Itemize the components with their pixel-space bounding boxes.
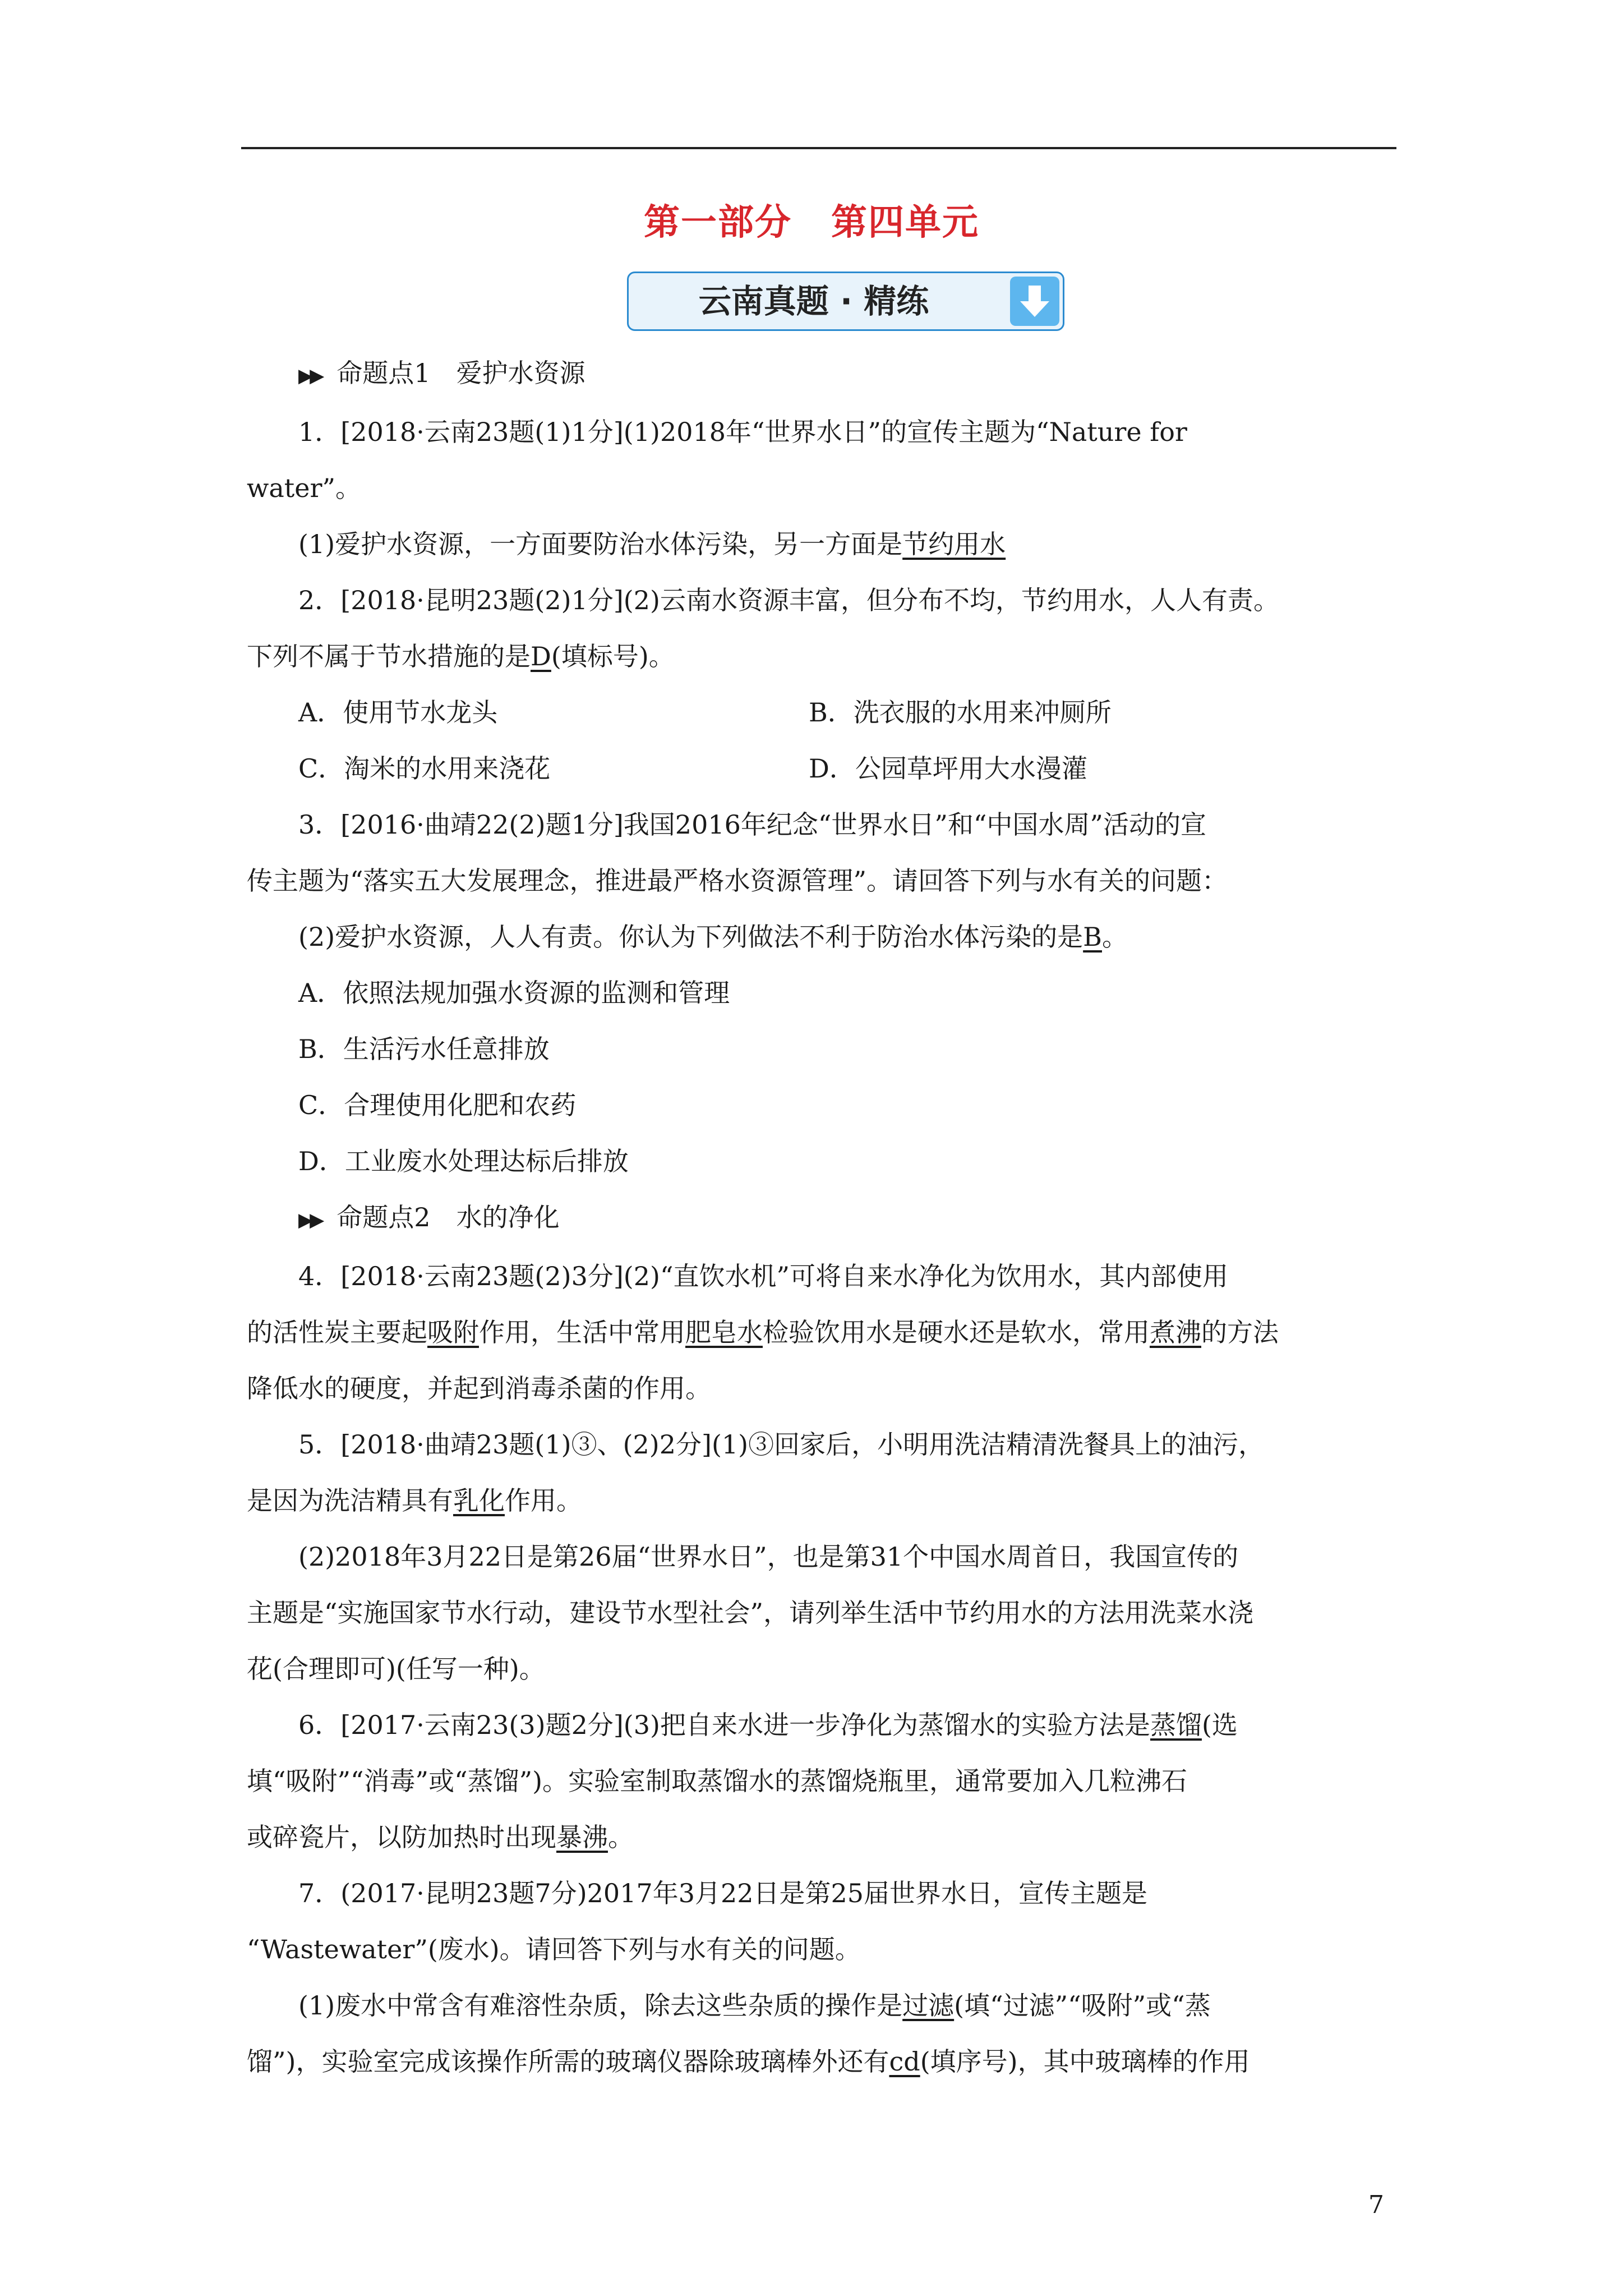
- q6-stem: 6．[2017·云南23(3)题2分](3)把自来水进一步净化为蒸馏水的实验方法是蒸馏(选: [298, 1710, 1238, 1740]
- q2-stem: 2．[2018·昆明23题(2)1分](2)云南水资源丰富，但分布不均，节约用水，人人有责。: [298, 585, 1279, 615]
- q7-sub-cont: 馏”)，实验室完成该操作所需的玻璃仪器除玻璃棒外还有cd(填序号)，其中玻璃棒的作用: [247, 2046, 1250, 2077]
- double-triangle-icon: ▶▶: [298, 365, 321, 387]
- q5-stem-cont: 是因为洗洁精具有乳化作用。: [247, 1485, 582, 1516]
- q3-stem: 3．[2016·曲靖22(2)题1分]我国2016年纪念“世界水日”和“中国水周”活动的宣: [298, 809, 1206, 840]
- title-unit: 第四单元: [831, 201, 979, 243]
- q3-stem-cont: 传主题为“落实五大发展理念，推进最严格水资源管理”。请回答下列与水有关的问题：: [247, 866, 1228, 896]
- q7-sub: (1)废水中常含有难溶性杂质，除去这些杂质的操作是过滤(填“过滤”“吸附”或“蒸: [298, 1990, 1211, 2021]
- q4-answer-1: 吸附: [427, 1317, 479, 1347]
- header-rule: [241, 147, 1396, 149]
- q4-stem-cont: 的活性炭主要起吸附作用，生活中常用肥皂水检验饮用水是硬水还是软水，常用煮沸的方法: [247, 1317, 1279, 1347]
- q4-answer-3: 煮沸: [1150, 1317, 1201, 1347]
- q1-stem: 1．[2018·云南23题(1)1分](1)2018年“世界水日”的宣传主题为“Nature for: [298, 417, 1187, 447]
- q1-stem-cont: water”。: [247, 473, 362, 503]
- page-title: [0, 194, 1623, 245]
- q2-option-d: D．公园草坪用大水漫灌: [809, 753, 1087, 784]
- q2-answer: D: [531, 641, 551, 671]
- q7-answer-1: 过滤: [902, 1990, 955, 2021]
- q2-options-row-1: [247, 684, 1391, 740]
- double-triangle-icon: ▶▶: [298, 1209, 321, 1231]
- section-heading-1: ▶▶ 命题点1 爱护水资源: [298, 358, 585, 388]
- q1-answer: 节约用水: [902, 529, 1006, 559]
- q3-answer: B: [1083, 922, 1102, 952]
- q3-option-d: D．工业废水处理达标后排放: [298, 1146, 629, 1176]
- document-body: [247, 345, 1391, 2090]
- q7-stem-cont: “Wastewater”(废水)。请回答下列与水有关的问题。: [247, 1934, 861, 1964]
- q2-stem-cont: 下列不属于节水措施的是D(填标号)。: [247, 641, 675, 671]
- q7-answer-2: cd: [889, 2046, 920, 2077]
- q5-sub: (2)2018年3月22日是第26届“世界水日”，也是第31个中国水周首日，我国宣传的: [298, 1542, 1239, 1572]
- q5-sub-end: 花(合理即可)(任写一种)。: [247, 1654, 545, 1684]
- q4-stem: 4．[2018·云南23题(2)3分](2)“直饮水机”可将自来水净化为饮用水，其内部使用: [298, 1261, 1228, 1291]
- q6-answer-2: 暴沸: [556, 1822, 608, 1852]
- q6-stem-end: 或碎瓷片，以防加热时出现暴沸。: [247, 1822, 634, 1852]
- section-banner: [627, 272, 1064, 331]
- banner-label: 云南真题 · 精练: [698, 282, 929, 320]
- q5-answer-1: 乳化: [453, 1485, 505, 1516]
- q2-option-a: A．使用节水龙头: [298, 697, 498, 728]
- q6-answer-1: 蒸馏: [1150, 1710, 1202, 1740]
- q4-stem-end: 降低水的硬度，并起到消毒杀菌的作用。: [247, 1373, 711, 1404]
- q4-answer-2: 肥皂水: [685, 1317, 763, 1347]
- q3-option-a: A．依照法规加强水资源的监测和管理: [298, 978, 730, 1008]
- q3-option-b: B．生活污水任意排放: [298, 1034, 550, 1064]
- q3-option-c: C．合理使用化肥和农药: [298, 1090, 577, 1120]
- q2-option-c: C．淘米的水用来浇花: [298, 753, 551, 784]
- q6-stem-cont: 填“吸附”“消毒”或“蒸馏”)。实验室制取蒸馏水的蒸馏烧瓶里，通常要加入几粒沸石: [247, 1766, 1188, 1796]
- q5-sub-cont: 主题是“实施国家节水行动，建设节水型社会”，请列举生活中节约用水的方法用洗菜水浇: [247, 1598, 1254, 1628]
- title-part: 第一部分: [644, 201, 792, 243]
- page-number: 7: [1368, 2191, 1384, 2219]
- down-arrow-icon: [1010, 277, 1059, 326]
- q5-stem: 5．[2018·曲靖23题(1)③、(2)2分](1)③回家后，小明用洗洁精清洗餐具上的油污，: [298, 1429, 1265, 1460]
- q2-options-row-2: [247, 740, 1391, 797]
- section-heading-2: ▶▶ 命题点2 水的净化: [298, 1202, 560, 1232]
- q3-sub: (2)爱护水资源，人人有责。你认为下列做法不利于防治水体污染的是B。: [298, 922, 1128, 952]
- q1-sub: (1)爱护水资源，一方面要防治水体污染，另一方面是节约用水: [298, 529, 1006, 559]
- q2-option-b: B．洗衣服的水用来冲厕所: [809, 697, 1112, 728]
- q7-stem: 7．(2017·昆明23题7分)2017年3月22日是第25届世界水日，宣传主题是: [298, 1878, 1148, 1908]
